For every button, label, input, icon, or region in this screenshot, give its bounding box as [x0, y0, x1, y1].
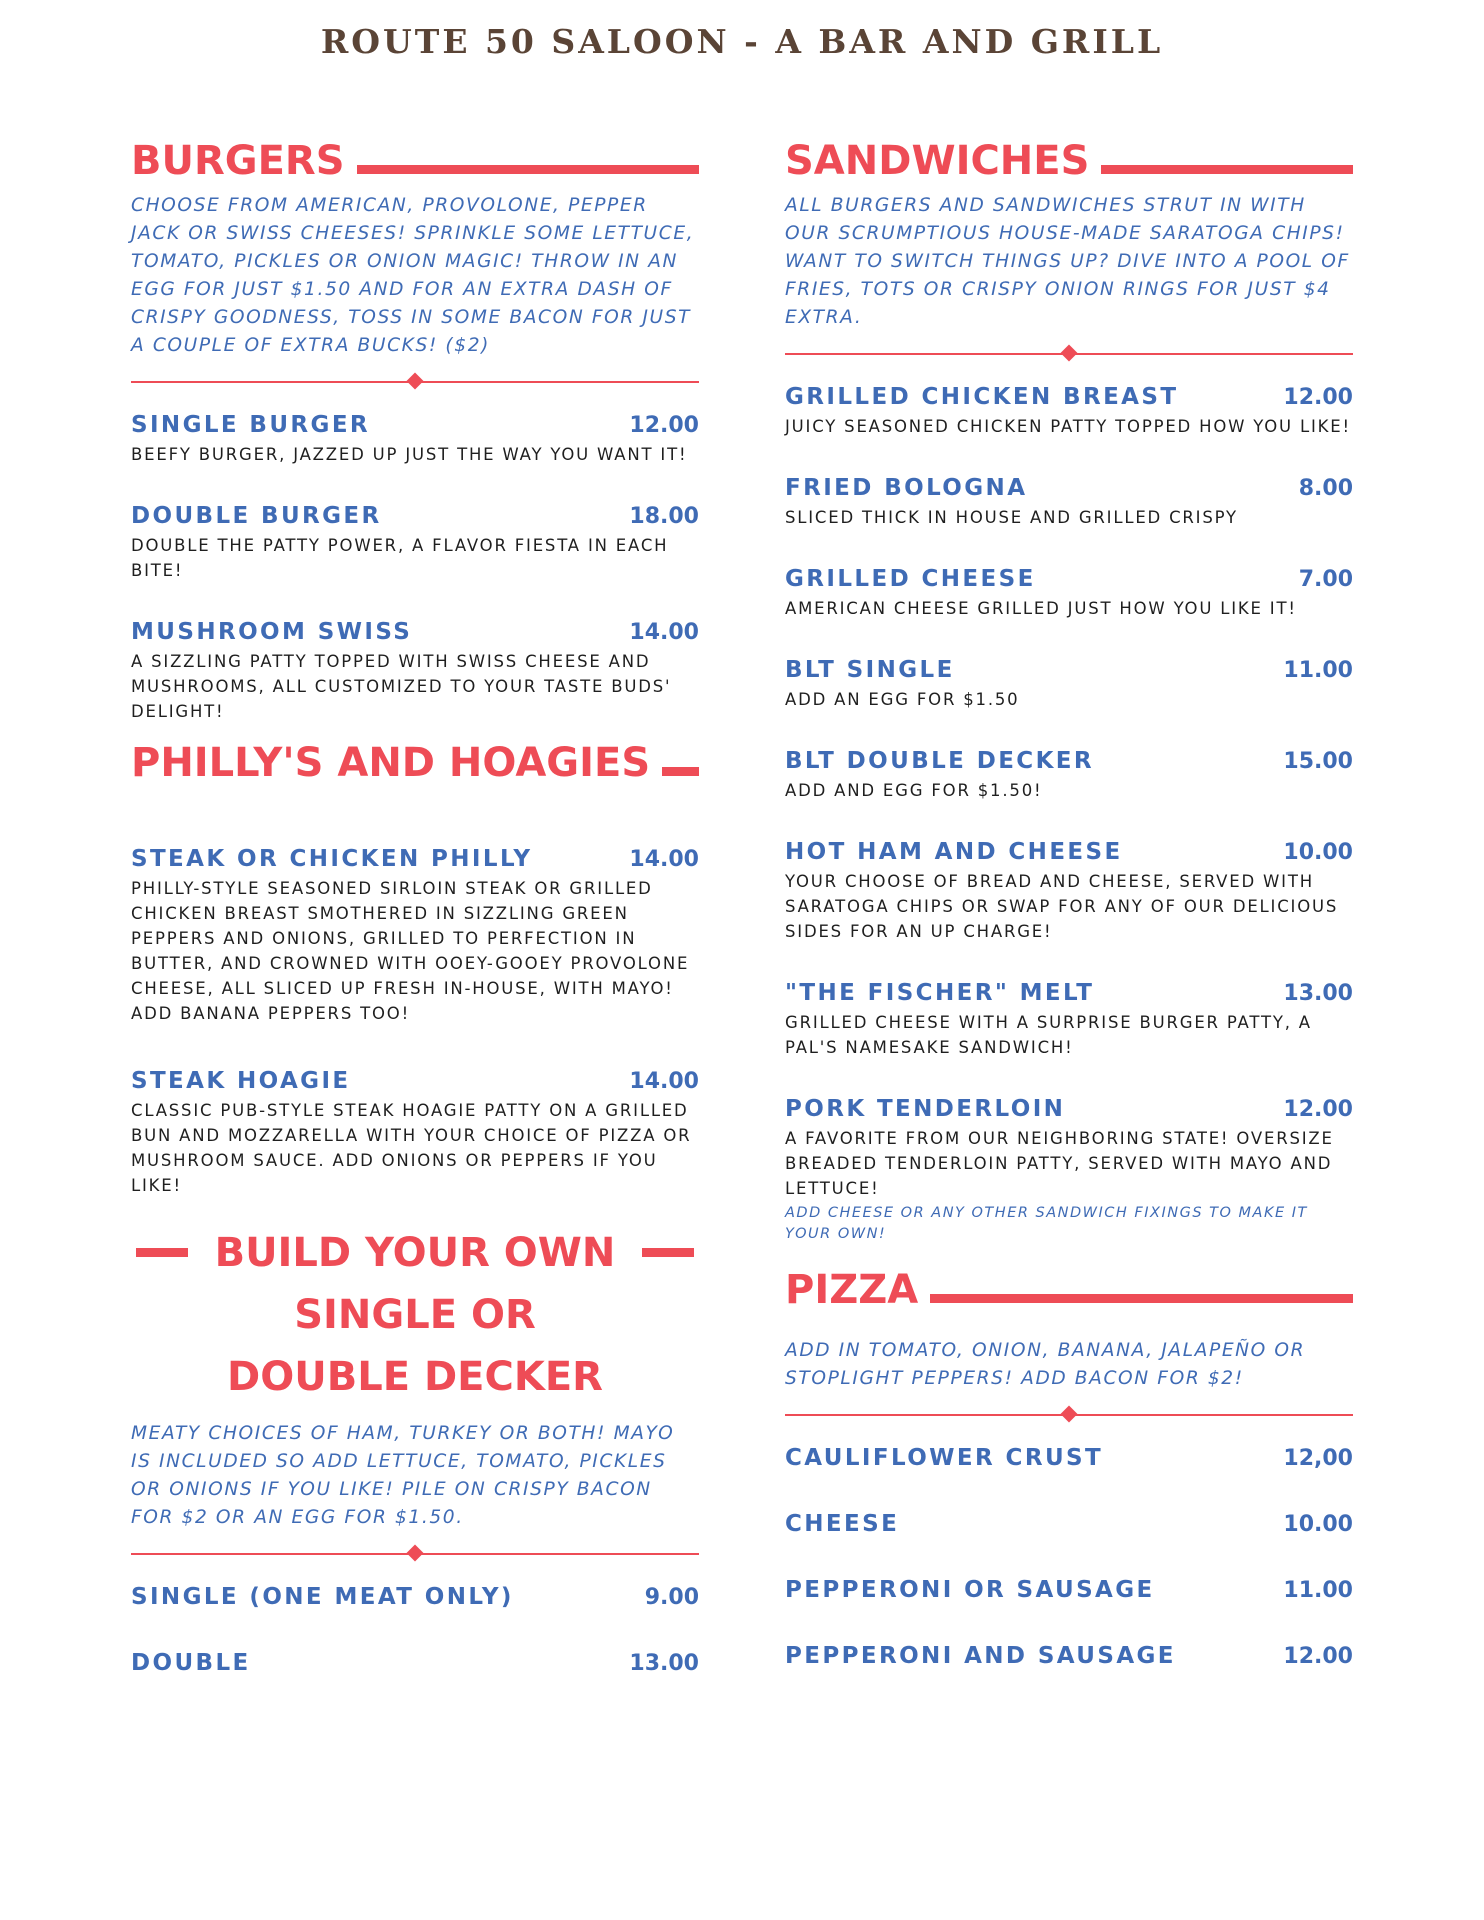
item-price: 14.00: [629, 847, 699, 872]
menu-item-mushroom-swiss: [131, 619, 699, 724]
page-title: ROUTE 50 SALOON - A BAR AND GRILL: [320, 22, 1164, 61]
item-description: A SIZZLING PATTY TOPPED WITH SWISS CHEESE AND MUSHROOMS, ALL CUSTOMIZED TO YOUR TASTE BUDS' DELIGHT!: [131, 652, 672, 721]
diamond-icon: [1061, 345, 1078, 362]
item-name: GRILLED CHEESE: [785, 566, 1036, 592]
section-divider: [131, 1544, 699, 1564]
menu-item-single-burger: [131, 412, 699, 467]
item-name: FRIED BOLOGNA: [785, 475, 1028, 501]
item-price: 8.00: [1298, 476, 1353, 501]
item-price: 11.00: [1283, 1578, 1353, 1603]
item-name: MUSHROOM SWISS: [131, 619, 413, 645]
item-description: AMERICAN CHEESE GRILLED JUST HOW YOU LIKE IT!: [785, 599, 1297, 618]
heading-rule: [1101, 165, 1353, 174]
menu-item-blt-double: [785, 748, 1353, 803]
diamond-icon: [407, 1545, 424, 1562]
phillys-title: PHILLY'S AND HOAGIES: [131, 740, 651, 786]
item-name: BLT DOUBLE DECKER: [785, 748, 1095, 774]
item-description: ADD AN EGG FOR $1.50: [785, 690, 1020, 709]
item-name: STEAK OR CHICKEN PHILLY: [131, 846, 533, 872]
menu-item-steak-hoagie: [131, 1068, 699, 1198]
item-description: A FAVORITE FROM OUR NEIGHBORING STATE! OVERSIZE BREADED TENDERLOIN PATTY, SERVED WITH MAYO AND LETTUCE!: [785, 1129, 1334, 1198]
item-name: CAULIFLOWER CRUST: [785, 1445, 1104, 1471]
item-description: YOUR CHOOSE OF BREAD AND CHEESE, SERVED WITH SARATOGA CHIPS OR SWAP FOR ANY OF OUR DELICIOUS SIDES FOR AN UP CHARGE!: [785, 872, 1339, 941]
item-name: CHEESE: [785, 1511, 900, 1537]
item-price: 12.00: [1283, 1097, 1353, 1122]
heading-rule: [357, 165, 699, 174]
item-name: SINGLE (ONE MEAT ONLY): [131, 1584, 514, 1610]
item-price: 7.00: [1298, 567, 1353, 592]
item-price: 11.00: [1283, 658, 1353, 683]
item-price: 10.00: [1283, 840, 1353, 865]
menu-item-pepperoni-and-sausage: [785, 1643, 1353, 1669]
item-description: BEEFY BURGER, JAZZED UP JUST THE WAY YOU WANT IT!: [131, 445, 688, 464]
item-price: 13.00: [629, 1651, 699, 1676]
menu-item-hot-ham-cheese: [785, 839, 1353, 944]
sandwiches-heading: [785, 140, 1353, 182]
diamond-icon: [1061, 1406, 1078, 1423]
item-description: SLICED THICK IN HOUSE AND GRILLED CRISPY: [785, 508, 1238, 527]
item-price: 14.00: [629, 620, 699, 645]
item-description: ADD AND EGG FOR $1.50!: [785, 781, 1043, 800]
build-title: BUILD YOUR OWN SINGLE OR DOUBLE DECKER: [214, 1230, 616, 1400]
menu-item-cheese-pizza: [785, 1511, 1353, 1537]
build-description: MEATY CHOICES OF HAM, TURKEY OR BOTH! MAYO IS INCLUDED SO ADD LETTUCE, TOMATO, PICKLES OR ONIONS IF YOU LIKE! PILE ON CRISPY BACON FOR $2 OR AN EGG FOR $1.50.: [131, 1423, 675, 1528]
menu-item-fried-bologna: [785, 475, 1353, 530]
item-price: 13.00: [1283, 981, 1353, 1006]
burgers-heading: [131, 140, 699, 182]
menu-item-pepperoni-or-sausage: [785, 1577, 1353, 1603]
burgers-description: CHOOSE FROM AMERICAN, PROVOLONE, PEPPER JACK OR SWISS CHEESES! SPRINKLE SOME LETTUCE, TOMATO, PICKLES OR ONION MAGIC! THROW IN AN EGG FOR JUST $1.50 AND FOR AN EXTRA DASH OF CRISPY GOODNESS, TOSS IN SOME BACON FOR JUST A COUPLE OF EXTRA BUCKS! ($2): [131, 195, 695, 356]
item-description: DOUBLE THE PATTY POWER, A FLAVOR FIESTA IN EACH BITE!: [131, 536, 669, 580]
pizza-description: ADD IN TOMATO, ONION, BANANA, JALAPEÑO OR STOPLIGHT PEPPERS! ADD BACON FOR $2!: [785, 1340, 1306, 1389]
item-name: DOUBLE BURGER: [131, 503, 382, 529]
item-price: 12.00: [1283, 1644, 1353, 1669]
menu-item-blt-single: [785, 657, 1353, 712]
section-divider: [785, 344, 1353, 364]
build-heading: [131, 1222, 699, 1408]
item-name: BLT SINGLE: [785, 657, 955, 683]
item-price: 18.00: [629, 504, 699, 529]
item-price: 15.00: [1283, 749, 1353, 774]
item-name: SINGLE BURGER: [131, 412, 371, 438]
item-price: 10.00: [1283, 1512, 1353, 1537]
item-price: 14.00: [629, 1069, 699, 1094]
left-column: [131, 140, 699, 1712]
menu-item-double-deli: [131, 1650, 699, 1676]
item-description: CLASSIC PUB-STYLE STEAK HOAGIE PATTY ON A GRILLED BUN AND MOZZARELLA WITH YOUR CHOICE OF PIZZA OR MUSHROOM SAUCE. ADD ONIONS OR PEPPERS IF YOU LIKE!: [131, 1101, 692, 1195]
item-note: ADD CHEESE OR ANY OTHER SANDWICH FIXINGS TO MAKE IT YOUR OWN!: [785, 1205, 1308, 1242]
menu-item-double-burger: [131, 503, 699, 583]
pizza-title: PIZZA: [785, 1267, 919, 1313]
phillys-heading: [131, 742, 699, 784]
item-price: 12,00: [1283, 1446, 1353, 1471]
item-name: GRILLED CHICKEN BREAST: [785, 384, 1179, 410]
menu-item-grilled-cheese: [785, 566, 1353, 621]
item-name: "THE FISCHER" MELT: [785, 980, 1095, 1006]
menu-item-single-deli: [131, 1584, 699, 1610]
menu-item-cauliflower-crust: [785, 1445, 1353, 1471]
heading-rule: [136, 1248, 188, 1257]
item-price: 12.00: [1283, 385, 1353, 410]
menu-item-pork-tenderloin: [785, 1096, 1353, 1245]
item-description: PHILLY-STYLE SEASONED SIRLOIN STEAK OR GRILLED CHICKEN BREAST SMOTHERED IN SIZZLING GREEN PEPPERS AND ONIONS, GRILLED TO PERFECTION IN BUTTER, AND CROWNED WITH OOEY-GOOEY PROVOLONE CHEESE, ALL SLICED UP FRESH IN-HOUSE, WITH MAYO! ADD BANANA PEPPERS TOO!: [131, 879, 690, 1023]
section-divider: [131, 372, 699, 392]
item-description: JUICY SEASONED CHICKEN PATTY TOPPED HOW YOU LIKE!: [785, 417, 1351, 436]
burgers-title: BURGERS: [131, 138, 345, 184]
sandwiches-title: SANDWICHES: [785, 138, 1090, 184]
item-name: STEAK HOAGIE: [131, 1068, 351, 1094]
pizza-heading: [785, 1269, 1353, 1311]
menu-item-steak-chicken-philly: [131, 846, 699, 1026]
item-name: PEPPERONI AND SAUSAGE: [785, 1643, 1176, 1669]
section-divider: [785, 1405, 1353, 1425]
diamond-icon: [407, 373, 424, 390]
heading-rule: [930, 1294, 1353, 1303]
heading-rule: [662, 767, 699, 776]
heading-rule: [642, 1248, 694, 1257]
item-price: 9.00: [644, 1585, 699, 1610]
item-name: HOT HAM AND CHEESE: [785, 839, 1123, 865]
sandwiches-description: ALL BURGERS AND SANDWICHES STRUT IN WITH OUR SCRUMPTIOUS HOUSE-MADE SARATOGA CHIPS! WANT TO SWITCH THINGS UP? DIVE INTO A POOL OF FRIES, TOTS OR CRISPY ONION RINGS FOR JUST $4 EXTRA.: [785, 195, 1350, 328]
item-name: DOUBLE: [131, 1650, 251, 1676]
menu-item-fischer-melt: [785, 980, 1353, 1060]
menu-item-grilled-chicken: [785, 384, 1353, 439]
right-column: [785, 140, 1353, 1705]
item-name: PORK TENDERLOIN: [785, 1096, 1066, 1122]
item-description: GRILLED CHEESE WITH A SURPRISE BURGER PATTY, A PAL'S NAMESAKE SANDWICH!: [785, 1013, 1312, 1057]
item-price: 12.00: [629, 413, 699, 438]
item-name: PEPPERONI OR SAUSAGE: [785, 1577, 1155, 1603]
